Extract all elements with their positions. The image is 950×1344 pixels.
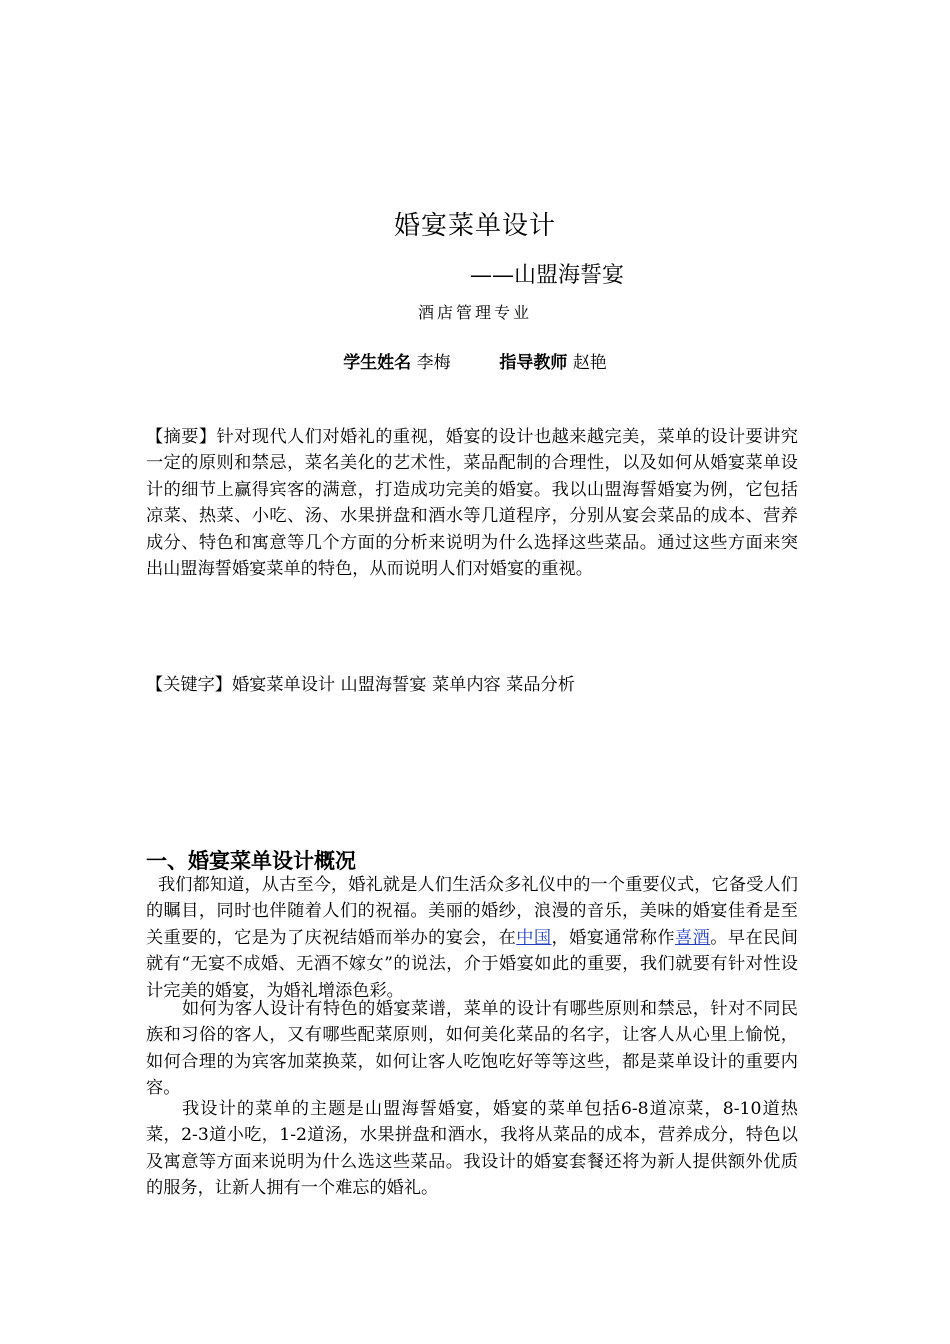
paragraph-text: ，婚宴通常称作 [551, 927, 675, 948]
body-paragraph-3: 我设计的菜单的主题是山盟海誓婚宴，婚宴的菜单包括6-8道凉菜，8-10道热菜，2-3道小吃，1-2道汤，水果拼盘和酒水，我将从菜品的成本，营养成分，特色以及寓意等方面来说明为什么选这些菜品。我设计的婚宴套餐还将为新人提供额外优质的服务，让新人拥有一个难忘的婚礼。 [146, 1099, 798, 1199]
document-title: 婚宴菜单设计 [393, 211, 556, 241]
abstract-label: 【摘要】 [146, 427, 217, 447]
major-line: 酒店管理专业 [417, 303, 532, 322]
body-paragraph-1 [146, 872, 798, 1004]
keywords-label: 【关键字】 [146, 675, 232, 695]
teacher-label: 指导教师 [499, 353, 568, 373]
paragraph-text: 。早在民间就有“无宴不成婚、无酒不嫁女”的说法，介于婚宴如此的重要，我们就要有针对性设计完美的婚宴，为婚礼增添色彩。 [146, 927, 798, 1001]
section-heading: 一、婚宴菜单设计概况 [146, 849, 356, 873]
student-label: 学生姓名 [343, 353, 412, 373]
abstract-paragraph [146, 424, 798, 582]
link-xijiu[interactable]: 喜酒 [674, 927, 711, 948]
link-china[interactable]: 中国 [516, 927, 552, 948]
paragraph-text: 我们都知道，从古至今，婚礼就是人们生活众多礼仪中的一个重要仪式，它备受人们的瞩目，同时也伴随着人们的祝福。美丽的婚纱，浪漫的音乐，美味的婚宴佳肴是至关重要的，它是为了庆祝结婚而举办的宴会，在 [146, 875, 798, 948]
teacher-name: 赵艳 [572, 353, 607, 373]
keywords-text: 婚宴菜单设计 山盟海誓宴 菜单内容 菜品分析 [231, 675, 575, 695]
abstract-text: 针对现代人们对婚礼的重视，婚宴的设计也越来越完美，菜单的设计要讲究一定的原则和禁忌，菜名美化的艺术性，菜品配制的合理性，以及如何从婚宴菜单设计的细节上赢得宾客的满意，打造成功完美的婚宴。我以山盟海誓婚宴为例，它包括凉菜、热菜、小吃、汤、水果拼盘和酒水等几道程序，分别从宴会菜品的成本、营养成分、特色和寓意等几个方面的分析来说明为什么选择这些菜品。通过这些方面来突出山盟海誓婚宴菜单的特色，从而说明人们对婚宴的重视。 [146, 427, 798, 580]
author-line [0, 348, 950, 373]
body-paragraph-2: 如何为客人设计有特色的婚宴菜谱，菜单的设计有哪些原则和禁忌，针对不同民族和习俗的客人，又有哪些配菜原则，如何美化菜品的名字，让客人从心里上愉悦，如何合理的为宾客加菜换菜，如何让客人吃饱吃好等等这些，都是菜单设计的重要内容。 [146, 999, 798, 1099]
document-subtitle: ——山盟海誓宴 [470, 263, 625, 288]
keywords-paragraph [146, 672, 798, 698]
student-name: 李梅 [416, 353, 451, 373]
